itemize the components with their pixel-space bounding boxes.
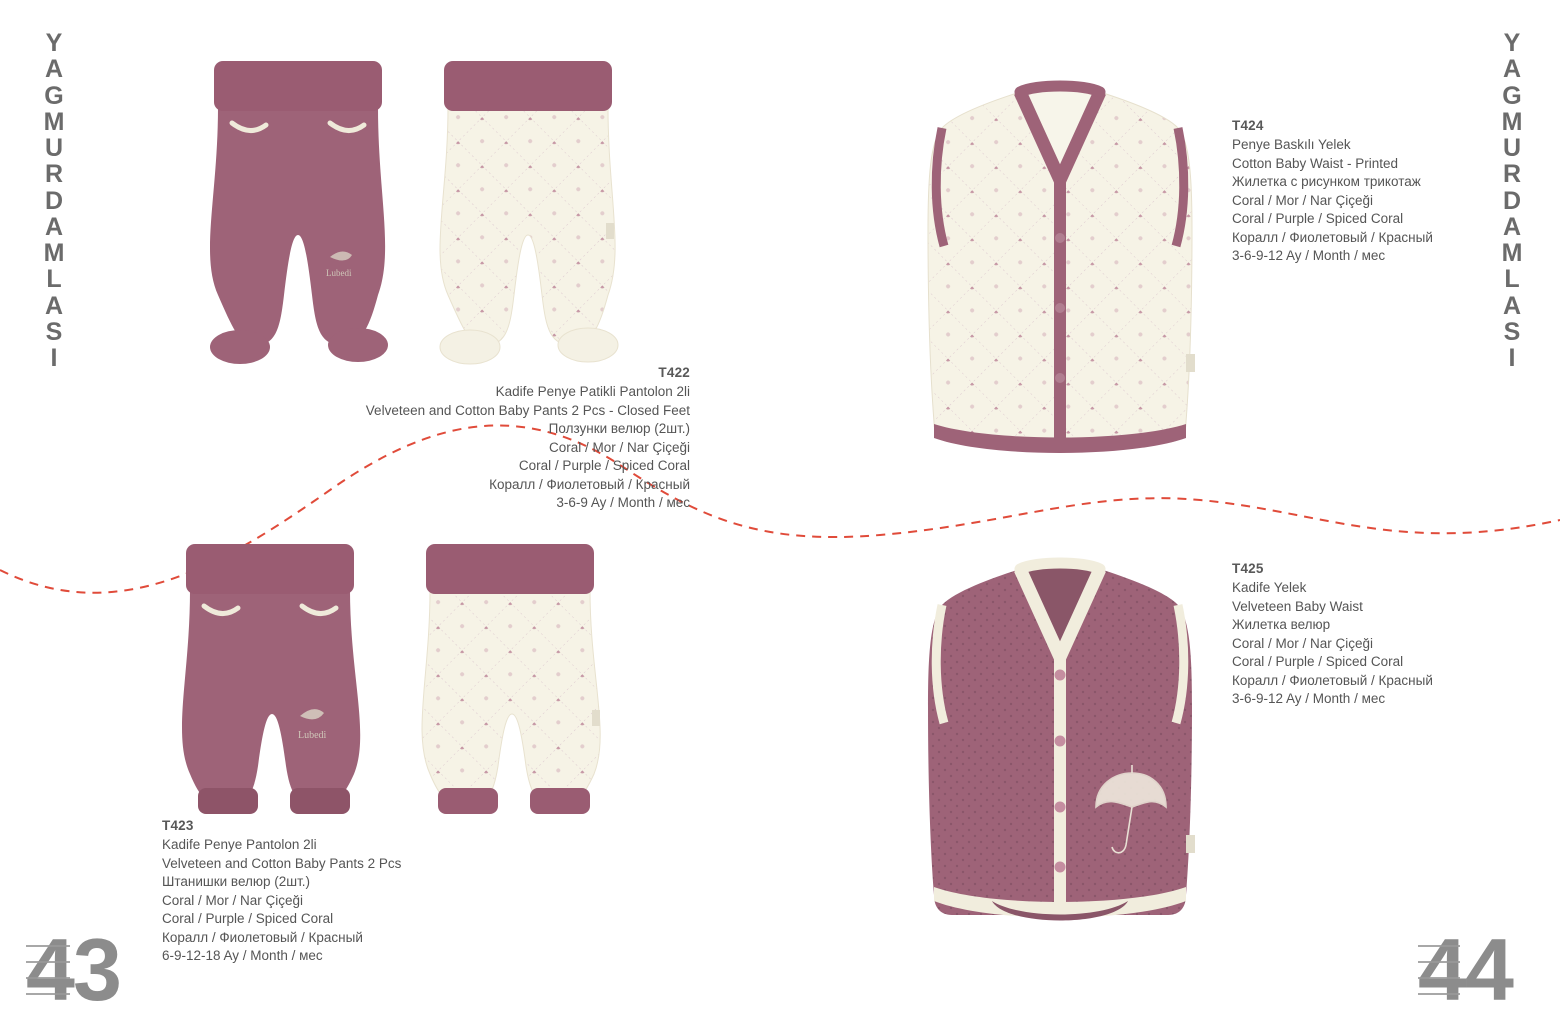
product-desc-line: Жилетка с рисунком трикотаж: [1232, 174, 1421, 189]
product-desc-line: Жилетка велюр: [1232, 617, 1331, 632]
brand-letter: M: [43, 239, 65, 267]
brand-letter: R: [1502, 160, 1522, 189]
brand-letter: S: [1503, 317, 1521, 346]
brand-letter: G: [44, 81, 64, 110]
product-info-t423: [162, 818, 582, 966]
product-desc-line: Coral / Purple / Spiced Coral: [518, 458, 690, 473]
product-desc-line: 6-9-12-18 Ay / Month / мес: [162, 948, 323, 963]
page-number-left-stripes: [26, 922, 136, 1010]
product-info-t425: [1232, 561, 1492, 709]
brand-letter: Y: [1503, 29, 1521, 57]
brand-letter: U: [44, 134, 64, 162]
brand-letter: D: [1502, 186, 1522, 215]
brand-letter: A: [44, 291, 64, 320]
page-number-right-stripes: [1418, 922, 1548, 1010]
product-info-t424: [1232, 118, 1492, 266]
brand-letter: A: [1502, 55, 1522, 84]
product-image-t425: [900, 545, 1220, 935]
product-desc-line: Penye Baskılı Yelek: [1232, 137, 1351, 152]
product-desc-line: 3-6-9-12 Ay / Month / мес: [1232, 691, 1386, 706]
page-number-left-value: 43: [26, 920, 120, 1019]
product-image-t424: [900, 70, 1220, 470]
svg-text:Lubedi: Lubedi: [298, 730, 327, 741]
brand-letter: A: [44, 212, 64, 241]
product-image-t422: [180, 45, 660, 375]
brand-letter: I: [50, 344, 58, 372]
product-code: T423: [162, 818, 194, 833]
product-desc-line: Velveteen and Cotton Baby Pants 2 Pcs: [162, 855, 402, 871]
brand-letter: A: [1502, 212, 1522, 241]
product-desc-line: 3-6-9 Ay / Month / мес: [556, 495, 690, 510]
brand-title-left: [24, 30, 84, 371]
brand-letter: R: [44, 160, 64, 189]
brand-letter: A: [1502, 291, 1522, 320]
product-code: T422: [658, 365, 690, 380]
product-desc-line: Коралл / Фиолетовый / Красный: [162, 929, 363, 945]
product-desc-line: Коралл / Фиолетовый / Красный: [1232, 672, 1433, 688]
product-code: T425: [1232, 561, 1264, 576]
product-image-t423: [150, 530, 660, 830]
page-number-right-value: 44: [1418, 920, 1512, 1019]
product-desc-line: Штанишки велюр (2шт.): [162, 874, 311, 889]
product-desc-line: Коралл / Фиолетовый / Красный: [1232, 229, 1433, 245]
product-desc-line: Coral / Mor / Nar Çiçeği: [548, 439, 690, 455]
svg-text:Lubedi: Lubedi: [326, 268, 352, 278]
product-desc-line: Coral / Mor / Nar Çiçeği: [1232, 635, 1374, 651]
product-desc-line: 3-6-9-12 Ay / Month / мес: [1232, 248, 1386, 263]
product-code: T424: [1232, 118, 1264, 133]
brand-letter: I: [1508, 344, 1516, 372]
brand-letter: M: [43, 107, 65, 136]
brand-letter: A: [44, 55, 64, 84]
product-desc-line: Coral / Purple / Spiced Coral: [162, 911, 334, 926]
product-desc-line: Coral / Purple / Spiced Coral: [1232, 654, 1404, 669]
product-desc-line: Ползунки велюр (2шт.): [548, 421, 690, 436]
product-desc-line: Velveteen and Cotton Baby Pants 2 Pcs - Closed Feet: [365, 402, 690, 418]
product-desc-line: Coral / Mor / Nar Çiçeği: [162, 892, 304, 908]
brand-letter: S: [45, 317, 63, 346]
product-desc-line: Coral / Purple / Spiced Coral: [1232, 211, 1404, 226]
product-desc-line: Kadife Penye Patikli Pantolon 2li: [495, 384, 690, 399]
brand-letter: M: [1501, 239, 1523, 267]
brand-letter: M: [1501, 107, 1523, 136]
brand-letter: L: [46, 265, 62, 294]
product-desc-line: Kadife Yelek: [1232, 580, 1307, 595]
product-desc-line: Коралл / Фиолетовый / Красный: [489, 476, 690, 492]
brand-letter: L: [1504, 265, 1520, 294]
brand-letter: U: [1502, 134, 1522, 162]
brand-letter: Y: [45, 29, 63, 57]
product-desc-line: Cotton Baby Waist - Printed: [1232, 155, 1399, 171]
brand-letter: D: [44, 186, 64, 215]
brand-letter: G: [1502, 81, 1522, 110]
product-desc-line: Coral / Mor / Nar Çiçeği: [1232, 192, 1374, 208]
product-desc-line: Kadife Penye Pantolon 2li: [162, 837, 317, 852]
product-desc-line: Velveteen Baby Waist: [1232, 598, 1363, 614]
product-info-t422: [300, 365, 690, 513]
